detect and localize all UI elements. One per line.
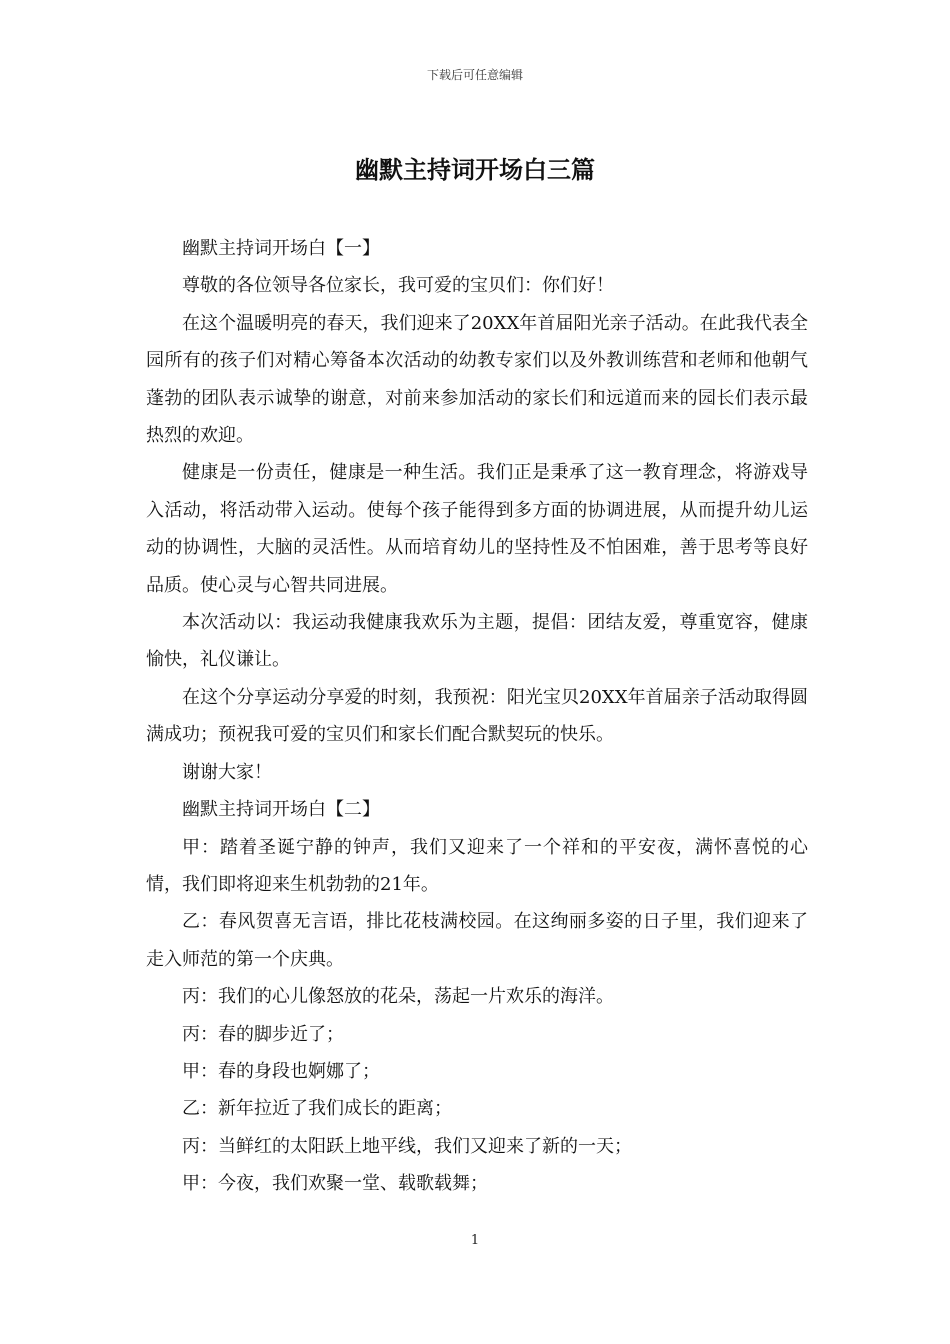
document-body xyxy=(146,230,808,1203)
body-paragraph: 本次活动以：我运动我健康我欢乐为主题，提倡：团结友爱，尊重宽容，健康愉快，礼仪谦让。 xyxy=(146,612,808,671)
closing-line: 谢谢大家！ xyxy=(182,761,272,783)
dialogue-line: 甲：春的身段也婀娜了； xyxy=(182,1060,380,1082)
dialogue-line: 甲：踏着圣诞宁静的钟声，我们又迎来了一个祥和的平安夜，满怀喜悦的心情，我们即将迎来生机勃勃的21年。 xyxy=(146,836,808,895)
body-paragraph: 在这个分享运动分享爱的时刻，我预祝：阳光宝贝20XX年首届亲子活动取得圆满成功；预祝我可爱的宝贝们和家长们配合默契玩的快乐。 xyxy=(146,686,808,746)
dialogue-line: 乙：新年拉近了我们成长的距离； xyxy=(182,1098,452,1120)
document-title: 幽默主持词开场白三篇 xyxy=(355,155,595,184)
dialogue-line: 甲：今夜，我们欢聚一堂、载歌载舞； xyxy=(182,1173,488,1195)
greeting-paragraph: 尊敬的各位领导各位家长，我可爱的宝贝们：你们好！ xyxy=(182,275,614,297)
body-paragraph: 在这个温暖明亮的春天，我们迎来了20XX年首届阳光亲子活动。在此我代表全园所有的孩子们对精心筹备本次活动的幼教专家们以及外教训练营和老师和他朝气蓬勃的团队表示诚挚的谢意，对前来参加活动的家长们和远道而来的园长们表示最热烈的欢迎。 xyxy=(146,312,808,447)
page-number: 1 xyxy=(470,1233,480,1248)
section-heading-1: 幽默主持词开场白【一】 xyxy=(182,238,380,259)
section-heading-2: 幽默主持词开场白【二】 xyxy=(182,799,380,821)
dialogue-line: 丙：春的脚步近了； xyxy=(182,1023,344,1045)
body-paragraph: 健康是一份责任，健康是一种生活。我们正是秉承了这一教育理念，将游戏导入活动，将活动带入运动。使每个孩子能得到多方面的协调进展，从而提升幼儿运动的协调性，大脑的灵活性。从而培育幼儿的坚持性及不怕困难，善于思考等良好品质。使心灵与心智共同进展。 xyxy=(146,462,808,596)
dialogue-line: 乙：春风贺喜无言语，排比花枝满校园。在这绚丽多姿的日子里，我们迎来了走入师范的第一个庆典。 xyxy=(146,911,808,970)
dialogue-line: 丙：我们的心儿像怒放的花朵，荡起一片欢乐的海洋。 xyxy=(182,986,614,1008)
dialogue-line: 丙：当鲜红的太阳跃上地平线，我们又迎来了新的一天； xyxy=(182,1135,632,1157)
header-note: 下载后可任意编辑 xyxy=(426,68,523,82)
